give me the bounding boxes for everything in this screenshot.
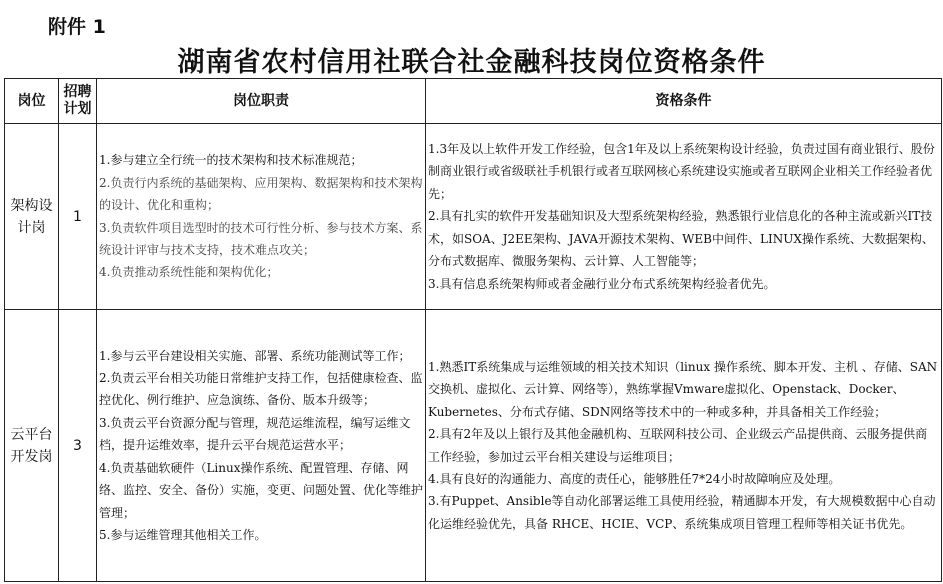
- attachment-label: 附件 1: [48, 16, 106, 38]
- qualification-item: 4.具有良好的沟通能力、高度的责任心，能够胜任7*24小时故障响应及处理。: [428, 471, 841, 486]
- qualification-item: 2.具有2年及以上银行及其他金融机构、互联网科技公司、企业级云产品提供商、云服务提供商工作经验，参加过云平台相关建设与运维项目；: [428, 427, 928, 464]
- duty-item: 2.负责行内系统的基础架构、应用架构、数据架构和技术架构的设计、优化和重构；: [99, 175, 423, 213]
- table-row: [5, 310, 942, 582]
- count-cell: 1: [59, 124, 97, 310]
- position-cell: [5, 310, 59, 582]
- header-duties: 岗位职责: [97, 79, 426, 124]
- position-name-line2: 计岗: [17, 219, 46, 236]
- qualification-item: 2.具有扎实的软件开发基础知识及大型系统架构经验，熟悉银行业信息化的各种主流或新兴IT技术，如SOA、J2EE架构、JAVA开源技术架构、WEB中间件、LINUX操作系统、大数据架构、分布式数据库、微服务架构、云计算、人工智能等；: [428, 209, 934, 269]
- qualifications-cell: [426, 124, 942, 310]
- duties-cell: [97, 124, 426, 310]
- duty-item: 4.负责基础软硬件（Linux操作系统、配置管理、存储、网络、监控、安全、备份）实施，变更、问题处置、优化等维护管理；: [99, 460, 424, 520]
- qualification-item: 1.3年及以上软件开发工作经验，包含1年及以上系统架构设计经验，负责过国有商业银行、股份制商业银行或省级联社手机银行或者互联网核心系统建设实施或者互联网企业相关工作经验者优先；: [428, 142, 935, 201]
- header-qualifications: 资格条件: [426, 79, 942, 124]
- qualification-item: 3.有Puppet、Ansible等自动化部署运维工具使用经验，精通脚本开发，有大规模数据中心自动化运维经验优先，具备 RHCE、HCIE、VCP、系统集成项目管理工程师等相关证书优先。: [428, 494, 936, 531]
- duty-item: 3.负责软件项目选型时的技术可行性分析、参与技术方案、系统设计评审与技术支持，技术难点攻关；: [99, 220, 423, 257]
- duty-item: 5.参与运维管理其他相关工作。: [99, 527, 267, 542]
- header-count-line1: 招聘: [63, 84, 92, 100]
- duty-item: 1.参与建立全行统一的技术架构和技术标准规范；: [99, 153, 363, 168]
- count-cell: 3: [59, 310, 97, 582]
- duty-item: 3.负责云平台资源分配与管理，规范运维流程，编写运维文档，提升运维效率，提升云平台规范运营水平；: [99, 415, 411, 453]
- qualifications-cell: [426, 310, 942, 582]
- position-name-line1: 架构设: [10, 197, 53, 214]
- duty-item: 4.负责推动系统性能和架构优化；: [99, 265, 279, 280]
- header-count: [59, 79, 97, 124]
- qualification-table: [4, 78, 942, 582]
- qualification-item: 1.熟悉IT系统集成与运维领域的相关技术知识（linux 操作系统、脚本开发、主机 、存储、SAN交换机、虚拟化、云计算、网络等），熟练掌握Vmware虚拟化、Openstack、Docker、Kubernetes、分布式存储、SDN网络等技术中的一种或多种，并具备相关工作经验；: [428, 359, 938, 419]
- position-name-line2: 开发岗: [10, 448, 53, 465]
- position-cell: [5, 124, 59, 310]
- duty-item: 1.参与云平台建设相关实施、部署、系统功能测试等工作；: [99, 348, 411, 363]
- duties-cell: [97, 310, 426, 582]
- duty-item: 2.负责云平台相关功能日常维护支持工作，包括健康检查、监控优化、例行维护、应急演练、备份、版本升级等；: [99, 371, 423, 408]
- table-row: [5, 124, 942, 310]
- qualification-item: 3.具有信息系统架构师或者金融行业分布式系统架构经验者优先。: [428, 276, 776, 291]
- header-count-line2: 计划: [63, 101, 92, 117]
- position-name-line1: 云平台: [10, 426, 53, 443]
- table-header-row: [5, 79, 942, 124]
- header-position: 岗位: [5, 79, 59, 124]
- document-title: 湖南省农村信用社联合社金融科技岗位资格条件: [177, 47, 766, 78]
